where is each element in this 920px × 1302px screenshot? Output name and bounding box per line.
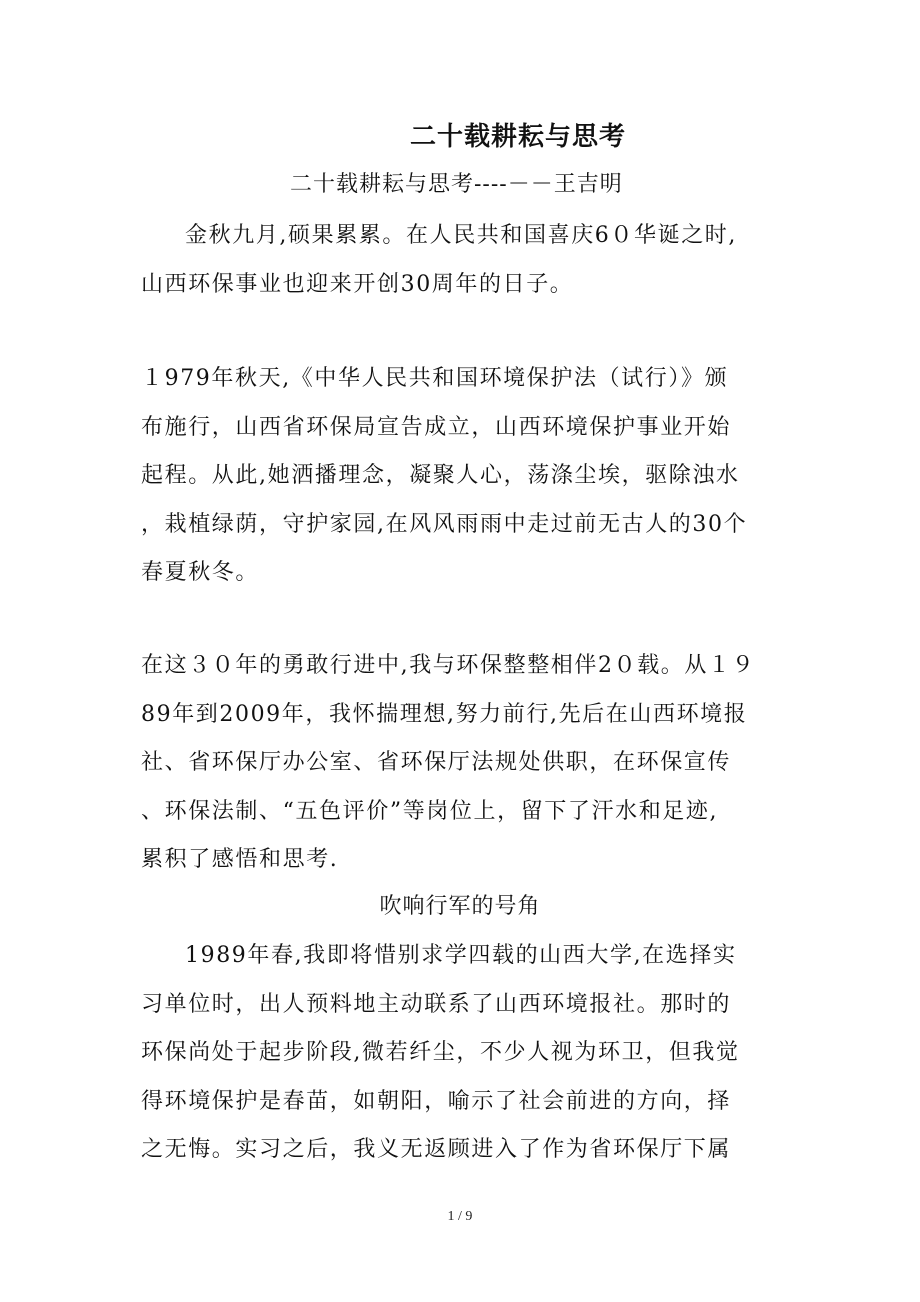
paragraph-2	[141, 355, 781, 598]
paragraph-line: 之无悔。实习之后，我义无返顾进入了作为省环保厅下属	[141, 1137, 732, 1162]
paragraph-line: 起程。从此,她洒播理念，凝聚人心，荡涤尘埃，驱除浊水	[141, 463, 740, 488]
paragraph-line: 、环保法制、“五色评价”等岗位上，留下了汗水和足迹,	[141, 798, 719, 824]
paragraph-line: 春夏秋冬。	[141, 560, 260, 585]
paragraph-line: 89年到2009年，我怀揣理想,努力前行,先后在山西环境报	[141, 701, 748, 727]
section-heading: 吹响行军的号角	[379, 894, 541, 919]
paragraph-line: 布施行，山西省环保局宣告成立，山西环境保护事业开始	[141, 414, 732, 440]
paragraph-line: 得环境保护是春苗，如朝阳，喻示了社会前进的方向，择	[141, 1088, 732, 1114]
paragraph-line: 社、省环保厅办公室、省环保厅法规处供职，在环保宣传	[141, 750, 732, 775]
paragraph-line: 环保尚处于起步阶段,微若纤尘，不少人视为环卫，但我觉	[141, 1040, 740, 1065]
paragraph-1	[141, 212, 781, 309]
paragraph-line: 山西环保事业也迎来开创30周年的日子。	[141, 271, 574, 297]
document-title: 二十载耕耘与思考	[409, 122, 626, 152]
page-number: 1 / 9	[447, 1209, 473, 1224]
paragraph-line: ，栽植绿荫，守护家园,在风风雨雨中走过前无古人的30个	[141, 511, 748, 537]
paragraph-line: 1989年春,我即将惜别求学四载的山西大学,在选择实	[185, 943, 737, 968]
paragraph-line: 在这３０年的勇敢行进中,我与环保整整相伴2０载。从１９	[141, 653, 756, 678]
document-subtitle: 二十载耕耘与思考----－－王吉明	[290, 172, 623, 197]
paragraph-line: １979年秋天,《中华人民共和国环境保护法（试行）》颁	[141, 366, 729, 391]
paragraph-3	[141, 642, 781, 885]
paragraph-line: 累积了感悟和思考.	[141, 847, 339, 872]
paragraph-4	[141, 932, 781, 1175]
paragraph-line: 金秋九月,硕果累累。在人民共和国喜庆6０华诞之时,	[185, 223, 737, 248]
paragraph-line: 习单位时，出人预料地主动联系了山西环境报社。那时的	[141, 991, 732, 1017]
